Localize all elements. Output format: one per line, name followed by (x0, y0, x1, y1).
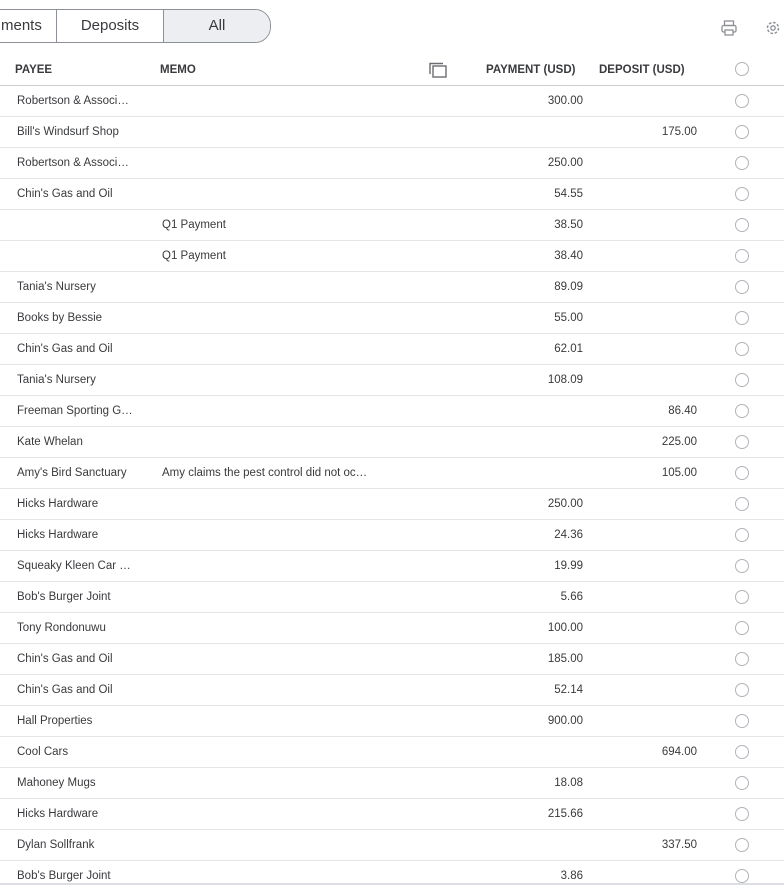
payee-cell: Bob's Burger Joint (17, 870, 111, 882)
row-select-radio[interactable] (735, 714, 749, 728)
payee-cell: Bill's Windsurf Shop (17, 126, 119, 138)
deposit-cell: 337.50 (661, 839, 697, 851)
memo-cell: Q1 Payment (162, 219, 226, 231)
row-select-radio[interactable] (735, 807, 749, 821)
payee-cell: Chin's Gas and Oil (17, 684, 113, 696)
select-all-radio[interactable] (735, 62, 749, 76)
payment-cell: 215.66 (547, 808, 583, 820)
table-row[interactable] (0, 768, 784, 799)
column-header-payee[interactable]: PAYEE (15, 64, 53, 76)
table-row[interactable] (0, 799, 784, 830)
payment-cell: 52.14 (554, 684, 583, 696)
table-row[interactable] (0, 86, 784, 117)
payee-cell: Amy's Bird Sanctuary (17, 467, 127, 479)
table-row[interactable] (0, 644, 784, 675)
payee-cell: Cool Cars (17, 746, 69, 758)
payment-cell: 250.00 (547, 157, 583, 169)
payment-cell: 5.66 (560, 591, 583, 603)
payee-cell: Robertson & Associ… (17, 157, 129, 169)
row-select-radio[interactable] (735, 218, 749, 232)
table-row[interactable] (0, 427, 784, 458)
table-row[interactable] (0, 334, 784, 365)
copy-columns-icon[interactable] (428, 62, 448, 83)
row-select-radio[interactable] (735, 745, 749, 759)
payee-cell: Chin's Gas and Oil (17, 653, 113, 665)
row-select-radio[interactable] (735, 187, 749, 201)
table-row[interactable] (0, 396, 784, 427)
memo-cell: Q1 Payment (162, 250, 226, 262)
table-row[interactable] (0, 303, 784, 334)
row-select-radio[interactable] (735, 404, 749, 418)
row-select-radio[interactable] (735, 869, 749, 883)
deposit-cell: 175.00 (661, 126, 697, 138)
deposit-cell: 694.00 (661, 746, 697, 758)
row-select-radio[interactable] (735, 497, 749, 511)
payee-cell: Robertson & Associ… (17, 95, 129, 107)
row-select-radio[interactable] (735, 249, 749, 263)
payment-cell: 300.00 (547, 95, 583, 107)
row-select-radio[interactable] (735, 590, 749, 604)
payment-cell: 24.36 (554, 529, 583, 541)
table-header (0, 54, 784, 86)
payment-cell: 250.00 (547, 498, 583, 510)
row-select-radio[interactable] (735, 652, 749, 666)
table-row[interactable] (0, 365, 784, 396)
row-select-radio[interactable] (735, 94, 749, 108)
payment-cell: 3.86 (560, 870, 583, 882)
filter-all-button[interactable]: All (164, 10, 270, 42)
table-row[interactable] (0, 117, 784, 148)
table-row[interactable] (0, 179, 784, 210)
table-row[interactable] (0, 520, 784, 551)
payee-cell: Hicks Hardware (17, 808, 99, 820)
payment-cell: 89.09 (554, 281, 583, 293)
filter-deposits-button[interactable]: Deposits (57, 10, 164, 42)
row-select-radio[interactable] (735, 311, 749, 325)
payee-cell: Chin's Gas and Oil (17, 343, 113, 355)
deposit-cell: 86.40 (668, 405, 697, 417)
payee-cell: Bob's Burger Joint (17, 591, 111, 603)
payee-cell: Hicks Hardware (17, 498, 99, 510)
row-select-radio[interactable] (735, 156, 749, 170)
table-row[interactable] (0, 675, 784, 706)
payee-cell: Tony Rondonuwu (17, 622, 106, 634)
payee-cell: Mahoney Mugs (17, 777, 96, 789)
payee-cell: Dylan Sollfrank (17, 839, 95, 851)
table-row[interactable] (0, 706, 784, 737)
payment-cell: 54.55 (554, 188, 583, 200)
transactions-table (0, 54, 784, 886)
payment-cell: 19.99 (554, 560, 583, 572)
payee-cell: Kate Whelan (17, 436, 83, 448)
row-select-radio[interactable] (735, 528, 749, 542)
table-bottom-border (0, 883, 784, 885)
column-header-deposit[interactable]: DEPOSIT (USD) (599, 64, 685, 76)
payee-cell: Tania's Nursery (17, 281, 96, 293)
table-row[interactable] (0, 830, 784, 861)
table-row[interactable] (0, 458, 784, 489)
memo-cell: Amy claims the pest control did not oc… (162, 467, 368, 479)
payee-cell: Hall Properties (17, 715, 93, 727)
payment-cell: 108.09 (547, 374, 583, 386)
gear-icon[interactable] (764, 19, 782, 42)
payment-cell: 38.40 (554, 250, 583, 262)
filter-payments-button[interactable]: ments (0, 10, 57, 42)
payment-cell: 55.00 (554, 312, 583, 324)
row-select-radio[interactable] (735, 125, 749, 139)
table-row[interactable] (0, 148, 784, 179)
row-select-radio[interactable] (735, 435, 749, 449)
row-select-radio[interactable] (735, 373, 749, 387)
payment-cell: 185.00 (547, 653, 583, 665)
table-row[interactable] (0, 272, 784, 303)
payee-cell: Tania's Nursery (17, 374, 96, 386)
payment-cell: 100.00 (547, 622, 583, 634)
deposit-cell: 105.00 (661, 467, 697, 479)
transaction-type-filter (0, 9, 271, 43)
row-select-radio[interactable] (735, 683, 749, 697)
payee-cell: Books by Bessie (17, 312, 103, 324)
table-row[interactable] (0, 737, 784, 768)
row-select-radio[interactable] (735, 280, 749, 294)
payment-cell: 900.00 (547, 715, 583, 727)
deposit-cell: 225.00 (661, 436, 697, 448)
table-row[interactable] (0, 551, 784, 582)
row-select-radio[interactable] (735, 776, 749, 790)
row-select-radio[interactable] (735, 838, 749, 852)
row-select-radio[interactable] (735, 466, 749, 480)
payment-cell: 18.08 (554, 777, 583, 789)
payee-cell: Freeman Sporting G… (17, 405, 133, 417)
table-row[interactable] (0, 582, 784, 613)
row-select-radio[interactable] (735, 559, 749, 573)
table-row[interactable] (0, 241, 784, 272)
table-row[interactable] (0, 613, 784, 644)
column-header-payment[interactable]: PAYMENT (USD) (486, 64, 576, 76)
payment-cell: 38.50 (554, 219, 583, 231)
print-icon[interactable] (720, 19, 738, 42)
row-select-radio[interactable] (735, 342, 749, 356)
table-body (0, 86, 784, 886)
table-row[interactable] (0, 489, 784, 520)
row-select-radio[interactable] (735, 621, 749, 635)
column-header-memo[interactable]: MEMO (160, 64, 196, 76)
payment-cell: 62.01 (554, 343, 583, 355)
payee-cell: Squeaky Kleen Car … (17, 560, 131, 572)
table-row[interactable] (0, 210, 784, 241)
payee-cell: Hicks Hardware (17, 529, 99, 541)
payee-cell: Chin's Gas and Oil (17, 188, 113, 200)
